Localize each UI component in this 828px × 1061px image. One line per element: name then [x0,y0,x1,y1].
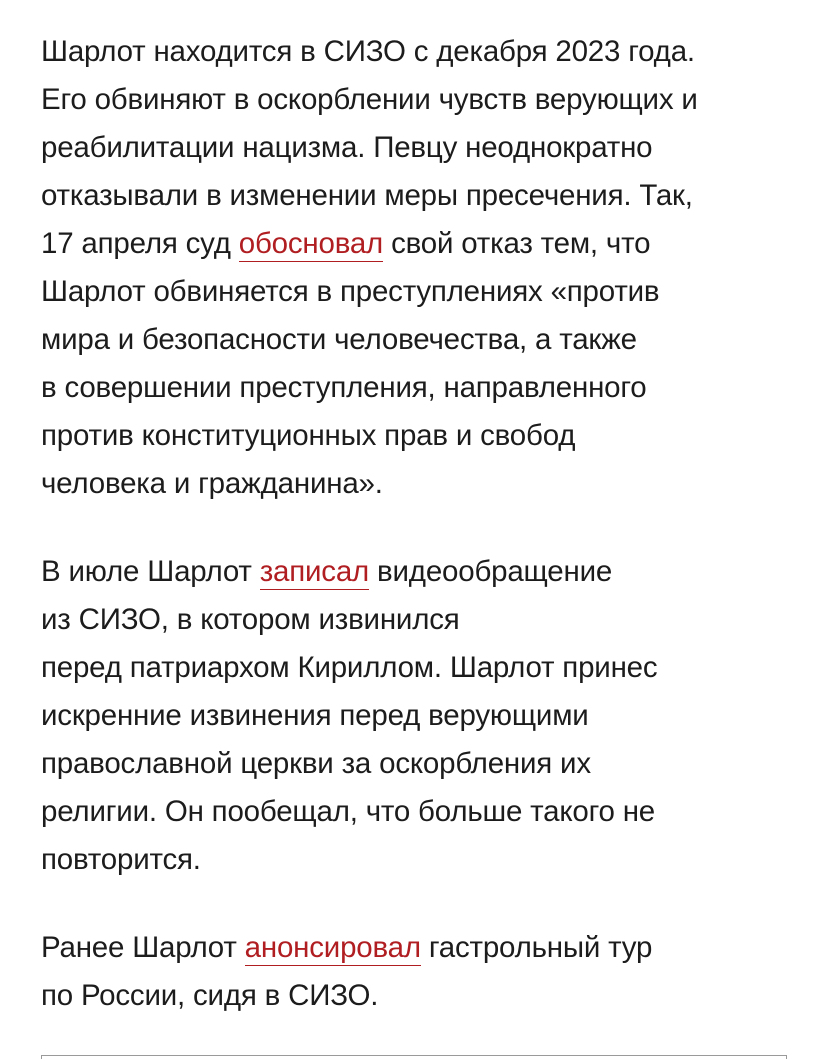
text-line: реабилитации нацизма. Певцу неоднократно [41,131,653,164]
text-line: перед патриархом Кириллом. Шарлот принес [41,651,658,684]
text-fragment: гастрольный тур [420,931,653,964]
link-zapisal[interactable]: записал [259,555,370,588]
text-line: Его обвиняют в оскорблении чувств верующих и [41,83,698,116]
text-fragment: видеообращение [369,555,613,588]
link-obosnoval[interactable]: обосновал [238,227,384,260]
paragraph-tour [41,924,801,1020]
text-line [41,548,801,596]
text-line: в совершении преступления, направленного [41,371,647,404]
text-line: по России, сидя в СИЗО. [41,979,379,1012]
text-fragment: 17 апреля суд [41,227,239,260]
paragraph-detention [41,28,801,508]
text-line: религии. Он пообещал, что больше такого не [41,795,656,828]
text-line: против конституционных прав и свобод [41,419,576,452]
text-line: из СИЗО, в котором извинился [41,603,460,636]
text-fragment: В июле Шарлот [41,555,260,588]
text-line [41,924,801,972]
bottom-divider [41,1055,787,1059]
text-line: искренние извинения перед верующими [41,699,589,732]
text-line: мира и безопасности человечества, а также [41,323,637,356]
text-fragment: Ранее Шарлот [41,931,245,964]
text-line: человека и гражданина». [41,467,383,500]
article-body [41,28,801,1020]
text-line: повторится. [41,843,201,876]
paragraph-video-apology [41,548,801,884]
text-fragment: свой отказ тем, что [383,227,651,260]
text-line: православной церкви за оскорбления их [41,747,591,780]
text-line: Шарлот обвиняется в преступлениях «против [41,275,660,308]
text-line: Шарлот находится в СИЗО с декабря 2023 года. [41,35,695,68]
link-anonsiroval[interactable]: анонсировал [244,931,421,964]
text-line [41,220,801,268]
text-line: отказывали в изменении меры пресечения. Так, [41,179,693,212]
